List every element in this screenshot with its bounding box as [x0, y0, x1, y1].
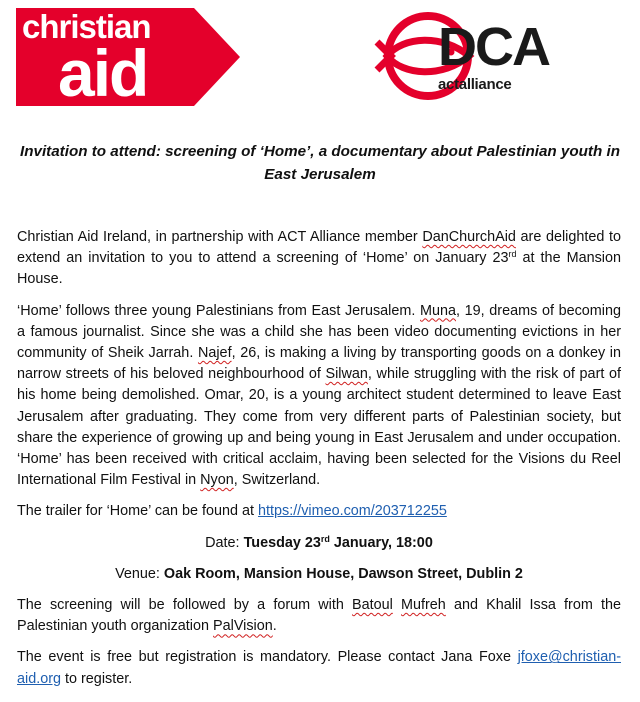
name: Muna [420, 302, 456, 319]
actalliance-wordmark: actalliance [438, 76, 512, 93]
text [393, 597, 401, 613]
svg-text:aid: aid [58, 36, 148, 106]
date-line [17, 533, 621, 554]
synopsis-paragraph [17, 301, 621, 492]
venue-label: Venue: [115, 565, 164, 582]
document-body [17, 227, 621, 700]
text: , while struggling with the risk of part of his home being demolished. Omar, 20, is a young architect student determined to leave East Jerusalem after graduating. They come from very different parts of Palestinian society, but share the experience of growing up and being young in East Jerusalem and under occupation. ‘Home’ has been received with critical acclaim, having been selected for the Visions du Reel International Film Festival in [17, 366, 621, 489]
text: The trailer for ‘Home’ can be found at [17, 503, 259, 520]
org-name: DanChurchAid [422, 229, 516, 245]
date-value: Tuesday 23 [243, 534, 321, 551]
svg-text:christian: christian [22, 8, 151, 45]
text: The event is free but registration is mandatory. Please contact Jana Foxe [17, 649, 518, 666]
venue-value: Oak Room, Mansion House, Dawson Street, Dublin 2 [163, 565, 523, 582]
intro-paragraph [17, 227, 621, 291]
text: , 19, dreams of becoming a famous journalist. Since she was a child she has been video documenting evictions in her community of Sheik Jarrah. [17, 302, 621, 362]
dca-wordmark: DCA [438, 17, 549, 77]
ordinal-suffix: rd [320, 533, 330, 544]
org-name: PalVision [213, 618, 273, 635]
text: , Switzerland. [233, 472, 321, 489]
registration-paragraph [17, 647, 621, 689]
trailer-paragraph [17, 501, 621, 522]
text: Christian Aid Ireland, in partnership with ACT Alliance member [17, 229, 423, 245]
christian-aid-logo [16, 8, 240, 106]
email-link[interactable]: jfoxe@christian-aid.org [17, 649, 621, 687]
text: and Khalil Issa from the Palestinian youth organization [17, 597, 622, 635]
trailer-link[interactable]: https://vimeo.com/203712255 [258, 503, 447, 520]
place-name: Nyon [200, 472, 234, 489]
text: . [272, 618, 277, 635]
text: to register. [61, 670, 133, 687]
text: ‘Home’ follows three young Palestinians from East Jerusalem. [17, 302, 420, 319]
place-name: Silwan [325, 366, 368, 383]
text: The screening will be followed by a forum with [17, 597, 353, 614]
name: Batoul [352, 597, 393, 614]
text: at the Mansion House. [17, 250, 621, 288]
name: Mufreh [401, 597, 446, 614]
name: Najef [197, 345, 232, 362]
forum-paragraph [17, 595, 621, 637]
date-value: January, 18:00 [329, 534, 433, 551]
text: are delighted to extend an invitation to you to attend a screening of ‘Home’ on January 23 [17, 229, 621, 267]
date-label: Date: [205, 534, 244, 551]
venue-line [17, 564, 621, 585]
page-title: Invitation to attend: screening of ‘Home’, a documentary about Palestinian youth in East Jerusalem [20, 143, 620, 183]
ordinal-suffix: rd [508, 249, 517, 260]
text: , 26, is making a living by transporting goods on a donkey in narrow streets of his beloved neighbourhood of [17, 345, 621, 383]
